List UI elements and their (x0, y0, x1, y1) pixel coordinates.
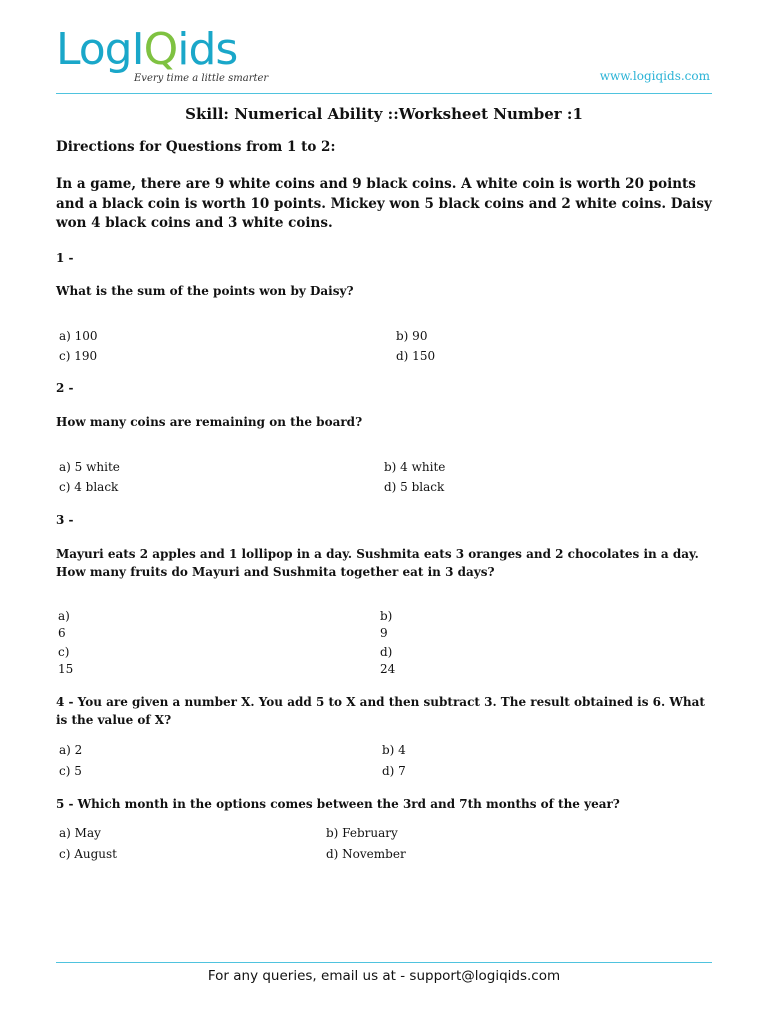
footer-contact: For any queries, email us at - support@logiqids.com (207, 968, 561, 984)
question-5-text: 5 - Which month in the options comes between the 3rd and 7th months of the year? (56, 797, 620, 811)
question-5-option-d: d) November (326, 847, 406, 861)
question-4-option-b: b) 4 (382, 743, 406, 757)
question-3-option-a-label: a) (58, 609, 70, 623)
question-5-option-a: a) May (59, 826, 101, 840)
question-2-option-c: c) 4 black (59, 480, 119, 494)
site-url-link[interactable]: www.logiqids.com (599, 69, 710, 83)
question-3-option-d-value: 24 (380, 662, 396, 676)
question-2-text: How many coins are remaining on the board? (56, 415, 363, 429)
question-4-option-c: c) 5 (59, 764, 82, 778)
question-2-option-d: d) 5 black (384, 480, 445, 494)
question-1-number: 1 - (56, 251, 74, 265)
question-3-text: Mayuri eats 2 apples and 1 lollipop in a day. Sushmita eats 3 oranges and 2 chocolates in a day. How many fruits do Mayuri and Sushmita together eat in 3 days? (56, 547, 699, 579)
question-1-option-b: b) 90 (396, 329, 428, 343)
logo-part-2: Q (143, 24, 178, 75)
question-3-option-a-value: 6 (58, 626, 66, 640)
question-1-text: What is the sum of the points won by Daisy? (56, 284, 354, 298)
question-4-option-d: d) 7 (382, 764, 406, 778)
question-2-number: 2 - (56, 381, 74, 395)
passage-text: In a game, there are 9 white coins and 9 black coins. A white coin is worth 20 points and a black coin is worth 10 points. Mickey won 5 black coins and 2 white coins. Daisy won 4 black coins and 3 white coins. (56, 176, 712, 231)
question-2-option-b: b) 4 white (384, 460, 446, 474)
question-3-option-d-label: d) (380, 645, 393, 659)
directions-heading: Directions for Questions from 1 to 2: (56, 139, 336, 155)
question-2-option-a: a) 5 white (59, 460, 120, 474)
footer-divider (56, 962, 712, 963)
worksheet-title: Skill: Numerical Ability ::Worksheet Number :1 (185, 105, 583, 123)
question-3-option-c-value: 15 (58, 662, 74, 676)
logo-part-1: LogI (56, 24, 144, 75)
question-1-option-c: c) 190 (59, 349, 98, 363)
question-1-option-d: d) 150 (396, 349, 436, 363)
question-5-option-c: c) August (59, 847, 118, 861)
question-3-number: 3 - (56, 513, 74, 527)
question-3-option-b-label: b) (380, 609, 393, 623)
question-4-option-a: a) 2 (59, 743, 83, 757)
logo-tagline: Every time a little smarter (134, 73, 269, 84)
question-3-option-b-value: 9 (380, 626, 388, 640)
question-3-option-c-label: c) (58, 645, 70, 659)
question-5-option-b: b) February (326, 826, 398, 840)
question-1-option-a: a) 100 (59, 329, 98, 343)
logo-part-3: ids (177, 24, 238, 75)
question-4-text: 4 - You are given a number X. You add 5 to X and then subtract 3. The result obtained is 6. What is the value of X? (56, 695, 705, 727)
header-divider (56, 93, 712, 94)
logo-wordmark (56, 26, 316, 74)
